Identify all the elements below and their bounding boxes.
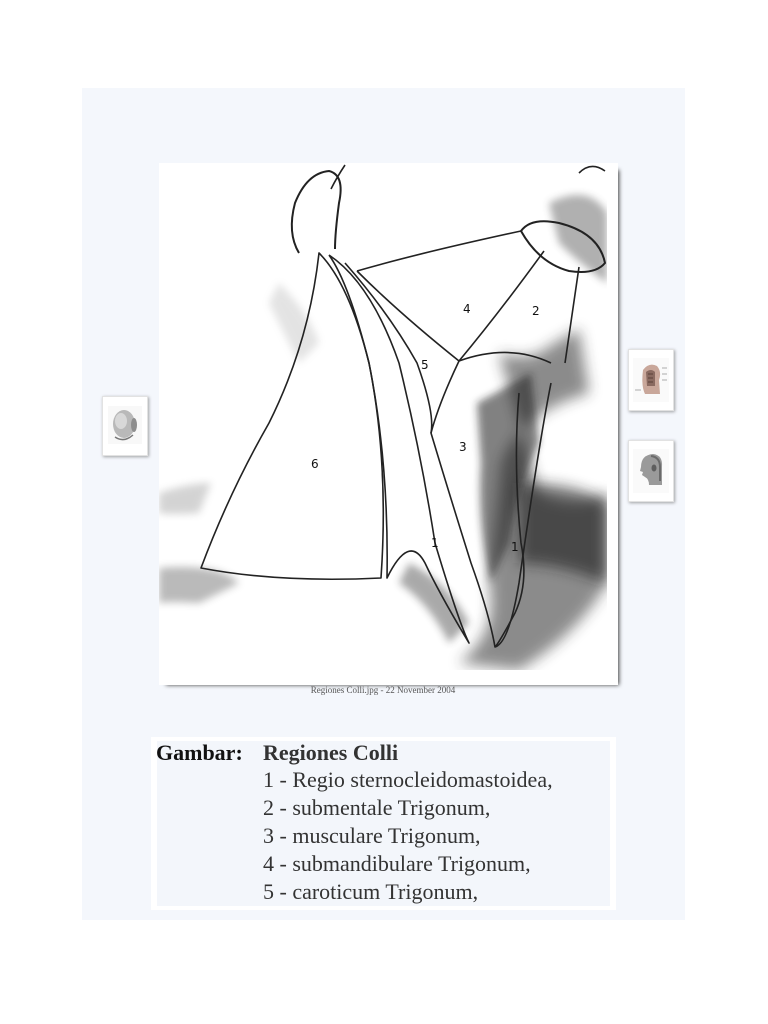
- legend-label: Gambar:: [156, 740, 243, 765]
- region-number-1a: 1: [431, 536, 439, 550]
- region-number-4: 4: [463, 302, 471, 316]
- legend-item: 5 - caroticum Trigonum,: [263, 879, 479, 904]
- head-section-thumbnail[interactable]: [628, 349, 674, 411]
- neck-regions-figure[interactable]: [159, 163, 607, 670]
- neck-regions-diagram: [159, 163, 607, 670]
- legend-item: 1 - Regio sternocleidomastoidea,: [263, 767, 553, 792]
- head-profile-thumbnail[interactable]: [628, 440, 674, 502]
- figure-caption: Regiones Colli.jpg - 22 November 2004: [310, 685, 456, 695]
- head-front-icon: [103, 397, 147, 455]
- region-number-5: 5: [421, 358, 429, 372]
- legend-item: 3 - musculare Trigonum,: [263, 823, 481, 848]
- region-number-1b: 1: [511, 540, 519, 554]
- head-section-icon: [629, 350, 673, 410]
- head-profile-icon: [629, 441, 673, 501]
- legend-item: 2 - submentale Trigonum,: [263, 795, 491, 820]
- region-number-3: 3: [459, 440, 467, 454]
- region-number-2: 2: [532, 304, 540, 318]
- legend-title: Regiones Colli: [263, 740, 399, 765]
- legend-item: 4 - submandibulare Trigonum,: [263, 851, 531, 876]
- head-front-thumbnail[interactable]: [102, 396, 148, 456]
- region-number-6: 6: [311, 457, 319, 471]
